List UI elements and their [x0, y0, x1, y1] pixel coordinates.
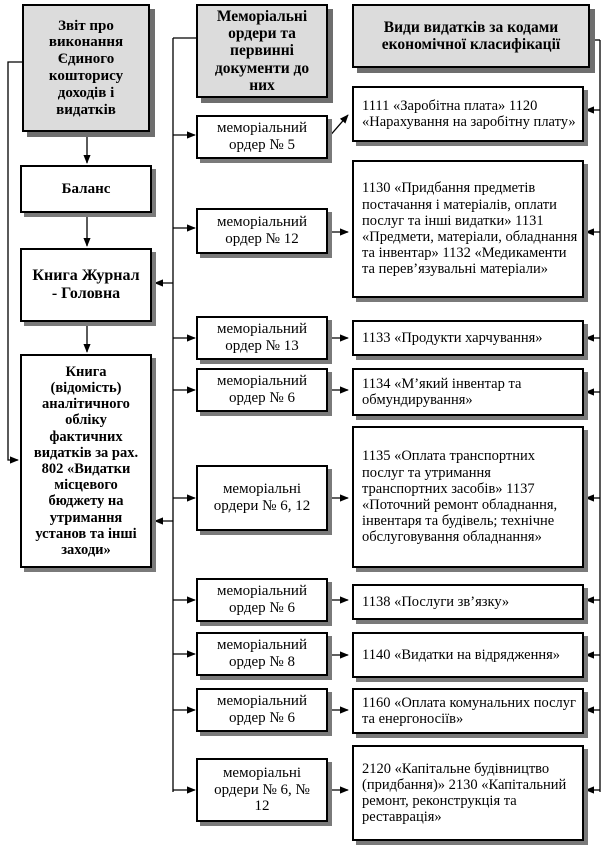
code-text: 1138 «Послуги зв’язку» [362, 593, 510, 610]
order-label: меморіальний ордер № 5 [216, 120, 307, 153]
order-box-6b [196, 578, 328, 622]
code-box-1130 [352, 160, 584, 298]
balance-box [20, 165, 152, 213]
journal-box [20, 248, 152, 322]
code-box-1160 [352, 688, 584, 734]
analytics-box [20, 354, 152, 568]
order-label: меморіальний ордер № 6 [216, 583, 307, 616]
code-text: 1135 «Оплата транспортних послуг та утримання транспортних засобів» 1137 «Поточний ремонт обладнання, інвентаря та будівель; технічне обслуговування обладнання» [362, 448, 558, 546]
order-box-5 [196, 115, 328, 159]
order-label: меморіальний ордер № 13 [216, 321, 307, 354]
code-box-1134 [352, 368, 584, 416]
right-header-label: Види видатків за кодами економічної класифікації [381, 18, 561, 53]
order-box-6-12 [196, 465, 328, 531]
order-box-6a [196, 368, 328, 412]
order-label: меморіальний ордер № 6 [216, 693, 307, 726]
code-box-1140 [352, 632, 584, 678]
code-box-2120 [352, 745, 584, 841]
code-text: 1111 «Заробітна плата» 1120 «Нарахування на заробітну плату» [362, 97, 576, 130]
code-text: 1140 «Видатки на відрядження» [362, 646, 561, 663]
order-label: меморіальний ордер № 6 [216, 373, 307, 406]
code-text: 1134 «М’який інвентар та обмундирування» [362, 375, 522, 408]
code-text: 1130 «Придбання предметів постачання і матеріалів, оплати послуг та інші видатки» 1131 «Предмети, матеріали, обладнання та інвентар» 1132 «Медикаменти та перев’язувальні матеріали» [362, 180, 578, 278]
right-header [352, 4, 590, 68]
order-box-13 [196, 316, 328, 360]
middle-header-label: Меморіальні ордери та первинні документи до них [214, 7, 310, 95]
order-box-6c [196, 688, 328, 732]
order-label: меморіальні ордери № 6, № 12 [214, 764, 310, 815]
report-box [22, 4, 150, 132]
balance-label: Баланс [61, 180, 111, 197]
order-box-8 [196, 632, 328, 676]
order-label: меморіальний ордер № 8 [216, 637, 307, 670]
middle-header [196, 4, 328, 98]
code-text: 1160 «Оплата комунальних послуг та енергоносіїв» [362, 694, 576, 727]
order-label: меморіальні ордери № 6, 12 [213, 481, 311, 514]
order-box-6-n12 [196, 758, 328, 822]
code-box-1111 [352, 86, 584, 142]
journal-label: Книга Журнал - Головна [32, 267, 140, 302]
order-label: меморіальний ордер № 12 [216, 214, 307, 247]
report-label: Звіт про виконання Єдиного кошторису доходів і видатків [48, 17, 124, 118]
code-text: 2120 «Капітальне будівництво (придбання)» 2130 «Капітальний ремонт, реконструкція та реставрація» [362, 760, 567, 826]
order-box-12 [196, 208, 328, 254]
code-box-1133 [352, 320, 584, 356]
analytics-label: Книга (відомість) аналітичного обліку фактичних видатків за рах. 802 «Видатки місцевого бюджету на утримання установ та інші заходи» [33, 363, 139, 559]
code-box-1138 [352, 584, 584, 620]
code-text: 1133 «Продукти харчування» [362, 329, 543, 346]
code-box-1135 [352, 426, 584, 568]
